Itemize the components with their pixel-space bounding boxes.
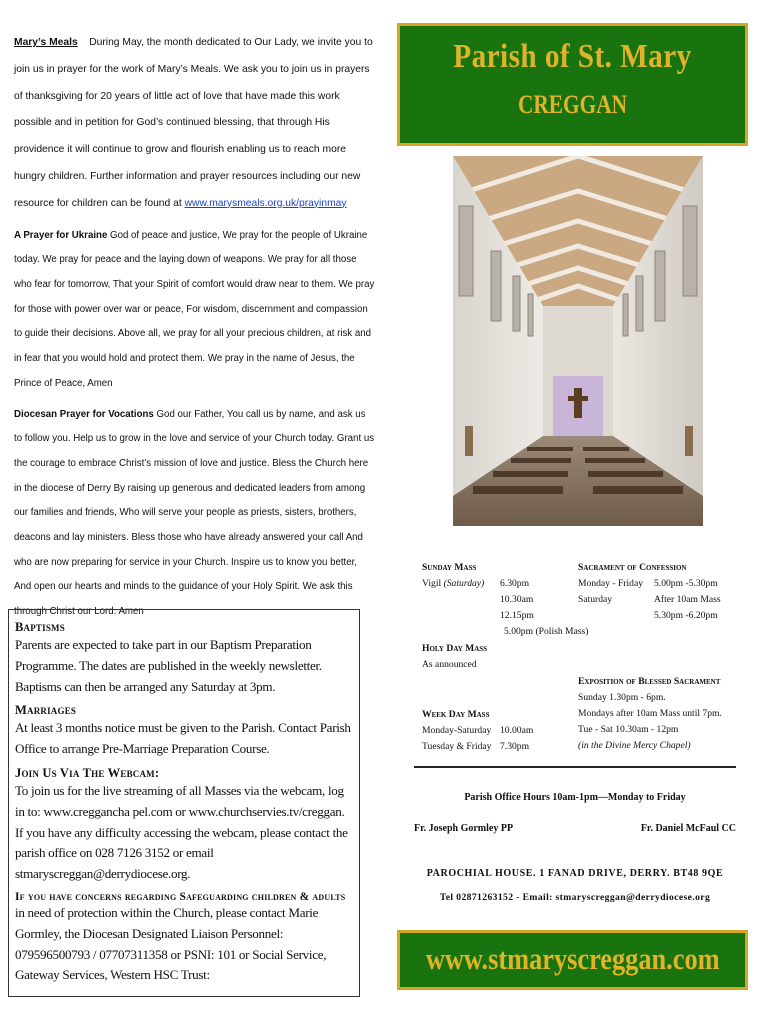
website-link[interactable]: www.stmaryscreggan.com	[425, 941, 720, 976]
left-column	[14, 30, 376, 625]
webcam-heading: Join Us Via The Webcam:	[15, 765, 160, 780]
priest-2: Fr. Daniel McFaul CC	[640, 823, 736, 834]
confession-day-0: Monday - Friday	[578, 578, 644, 589]
holyday-text: As announced	[422, 659, 477, 670]
ukraine-prayer-text: God of peace and justice, We pray for the people of Ukraine today. We pray for peace and the laying down of weapons. We pray for all those who fear for tomorrow, That your Spirit of comfort would draw near to them. We pray for those with power over war or peace, For wisdom, discernment and compassion to guide their decisions. Above all, we pray for all your precious children, at risk and in fear that you would hold and protect them. We pray in the name of Jesus, the Prince of Peace, Amen	[14, 229, 375, 389]
marriages-text: At least 3 months notice must be given to the Parish. Contact Parish Office to arrange Pre-Marriage Preparation Course.	[15, 720, 351, 757]
ukraine-prayer-section	[14, 224, 376, 397]
sacraments-info-box	[8, 609, 360, 997]
marriages-heading: Marriages	[15, 703, 77, 718]
schedule-divider	[414, 766, 736, 768]
church-interior-photo	[453, 156, 703, 526]
website-banner	[397, 930, 748, 990]
safeguarding-heading: If you have concerns regarding Safeguarding children & adults	[15, 890, 346, 903]
confession-time-2: 5.30pm -6.20pm	[654, 610, 718, 621]
safeguarding-text: in need of protection within the Church, please contact Marie Gormley, the Diocesan Designated Liaison Personnel: 079596500793 / 07707311358 or PSNI: 101 or Social Service, Gateway Services, Western HSC Trust:	[15, 904, 327, 983]
marys-meals-section	[14, 30, 376, 218]
sunday-time-3: 5.00pm (Polish Mass)	[504, 626, 589, 637]
vigil-label	[422, 578, 484, 589]
webcam-text: To join us for the live streaming of all Masses via the webcam, log in to: www.creggancha pel.com or www.churchservies.tv/creggan.	[15, 782, 345, 819]
vocations-prayer-text: God our Father, You call us by name, and ask us to follow you. Help us to grow in the love and service of your Church today. Grant us the courage to embrace Christ’s mission of love and justice. Bless the Church here in the diocese of Derry By raising up generous and dedicated leaders from among our families and friends, Who will serve your people as priests, sisters, brothers, deacons and lay ministers. Bless those who have already answered your call And who are now preparing for service in your Church. Inspire us to know you better, And open our hearts and minds to the guidance of your Holy Spirit. We ask this through Christ our Lord. Amen	[14, 408, 375, 618]
exposition-heading: Exposition of Blessed Sacrament	[578, 676, 721, 687]
holyday-heading: Holy Day Mass	[422, 643, 488, 654]
ukraine-prayer-heading: A Prayer for Ukraine	[14, 229, 108, 241]
parish-subtitle: CREGGAN	[518, 90, 627, 119]
weekday-heading: Week Day Mass	[422, 709, 490, 720]
sunday-time-2: 12.15pm	[500, 610, 534, 621]
confession-time-0: 5.00pm -5.30pm	[654, 578, 718, 589]
sunday-time-0: 6.30pm	[500, 578, 530, 589]
vocations-prayer-section	[14, 403, 376, 625]
office-hours: Parish Office Hours 10am-1pm—Monday to Friday	[464, 792, 686, 803]
webcam-help-text: If you have any difficulty accessing the webcam, please contact the parish office on 028 7126 3152 or email stmaryscreggan@derrydiocese.org.	[15, 824, 348, 882]
parish-title: Parish of St. Mary	[453, 38, 692, 75]
weekday-time-1: 7.30pm	[500, 741, 530, 752]
vocations-prayer-heading: Diocesan Prayer for Vocations	[14, 408, 154, 420]
parish-address: PAROCHIAL HOUSE. 1 FANAD DRIVE, DERRY. BT48 9QE	[426, 868, 724, 879]
exposition-line-1: Mondays after 10am Mass until 7pm.	[578, 708, 722, 719]
confession-heading: Sacrament of Confession	[578, 562, 687, 573]
priest-1: Fr. Joseph Gormley PP	[414, 823, 514, 834]
marys-meals-text: During May, the month dedicated to Our Lady, we invite you to join us in prayer for the work of Mary’s Meals. We ask you to join us in prayers of thanksgiving for 20 years of little act of love that have made this work possible and in petition for God’s continued blessing, that through His providence it will continue to grow and flourish enabling us to reach more hungry children. Further information and prayer resources including our new resource for children can be found at	[14, 37, 373, 209]
vigil-day: (Saturday)	[443, 578, 485, 589]
exposition-line-0: Sunday 1.30pm - 6pm.	[578, 692, 666, 703]
weekday-time-0: 10.00am	[500, 725, 534, 736]
confession-day-1: Saturday	[578, 594, 613, 605]
marys-meals-heading: Mary’s Meals	[14, 37, 78, 48]
marys-meals-link[interactable]: www.marysmeals.org.uk/prayinmay	[184, 197, 347, 209]
parish-contact: Tel 02871263152 - Email: stmaryscreggan@derrydiocese.org	[439, 892, 711, 903]
parish-title-banner	[397, 23, 748, 146]
church-interior-image	[453, 156, 703, 526]
weekday-day-0: Monday-Saturday	[422, 725, 492, 736]
sunday-time-1: 10.30am	[500, 594, 534, 605]
vigil-text: Vigil	[422, 578, 442, 589]
exposition-note: (in the Divine Mercy Chapel)	[578, 740, 691, 751]
confession-time-1: After 10am Mass	[654, 594, 721, 605]
baptisms-text: Parents are expected to take part in our Baptism Preparation Programme. The dates are published in the weekly newsletter. Baptisms can then be arranged any Saturday at 3pm.	[15, 637, 322, 694]
sunday-mass-heading: Sunday Mass	[422, 562, 477, 573]
baptisms-heading: Baptisms	[15, 620, 65, 634]
weekday-day-1: Tuesday & Friday	[422, 741, 492, 752]
exposition-line-2: Tue - Sat 10.30am - 12pm	[578, 724, 679, 735]
